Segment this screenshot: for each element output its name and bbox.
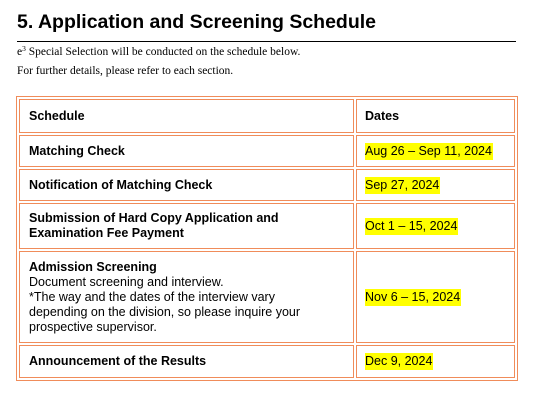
row-date-cell [356, 345, 515, 378]
table-row [19, 345, 515, 378]
intro-line-1 [17, 46, 300, 58]
row-description-3: depending on the division, so please inquire your [29, 304, 301, 319]
row-date-cell [356, 135, 515, 167]
header-dates: Dates [356, 99, 515, 133]
table-row [19, 135, 515, 167]
table-row [19, 203, 515, 249]
intro-superscript: 3 [22, 44, 26, 53]
row-title: Matching Check [19, 135, 354, 167]
row-title: Notification of Matching Check [19, 169, 354, 201]
table-header-row [19, 99, 515, 133]
schedule-table [16, 96, 518, 381]
row-date-cell [356, 251, 515, 343]
row-date: Nov 6 – 15, 2024 [365, 289, 461, 304]
row-title-line-1: Submission of Hard Copy Application and [29, 211, 279, 225]
intro-line-2: For further details, please refer to each section. [17, 65, 234, 77]
row-title [19, 203, 354, 249]
row-date-cell [356, 203, 515, 249]
row-title-line-2: Examination Fee Payment [29, 226, 184, 240]
table-row [19, 251, 515, 343]
row-title: Admission Screening [29, 259, 157, 274]
intro-e-letter: e [17, 46, 23, 58]
row-date: Sep 27, 2024 [365, 177, 440, 192]
row-description-2: *The way and the dates of the interview vary [29, 289, 275, 304]
row-date-cell [356, 169, 515, 201]
row-description-1: Document screening and interview. [29, 274, 224, 289]
row-description-4: prospective supervisor. [29, 319, 157, 334]
table-row [19, 169, 515, 201]
row-date: Dec 9, 2024 [365, 354, 433, 368]
row-date: Aug 26 – Sep 11, 2024 [365, 143, 492, 158]
row-title-cell [19, 251, 354, 343]
intro-line-1-text: Special Selection will be conducted on the schedule below. [25, 46, 301, 58]
header-schedule: Schedule [19, 99, 354, 133]
row-title: Announcement of the Results [19, 345, 354, 378]
heading-divider [17, 41, 516, 42]
row-date: Oct 1 – 15, 2024 [365, 218, 458, 233]
section-heading: 5. Application and Screening Schedule [17, 11, 377, 33]
